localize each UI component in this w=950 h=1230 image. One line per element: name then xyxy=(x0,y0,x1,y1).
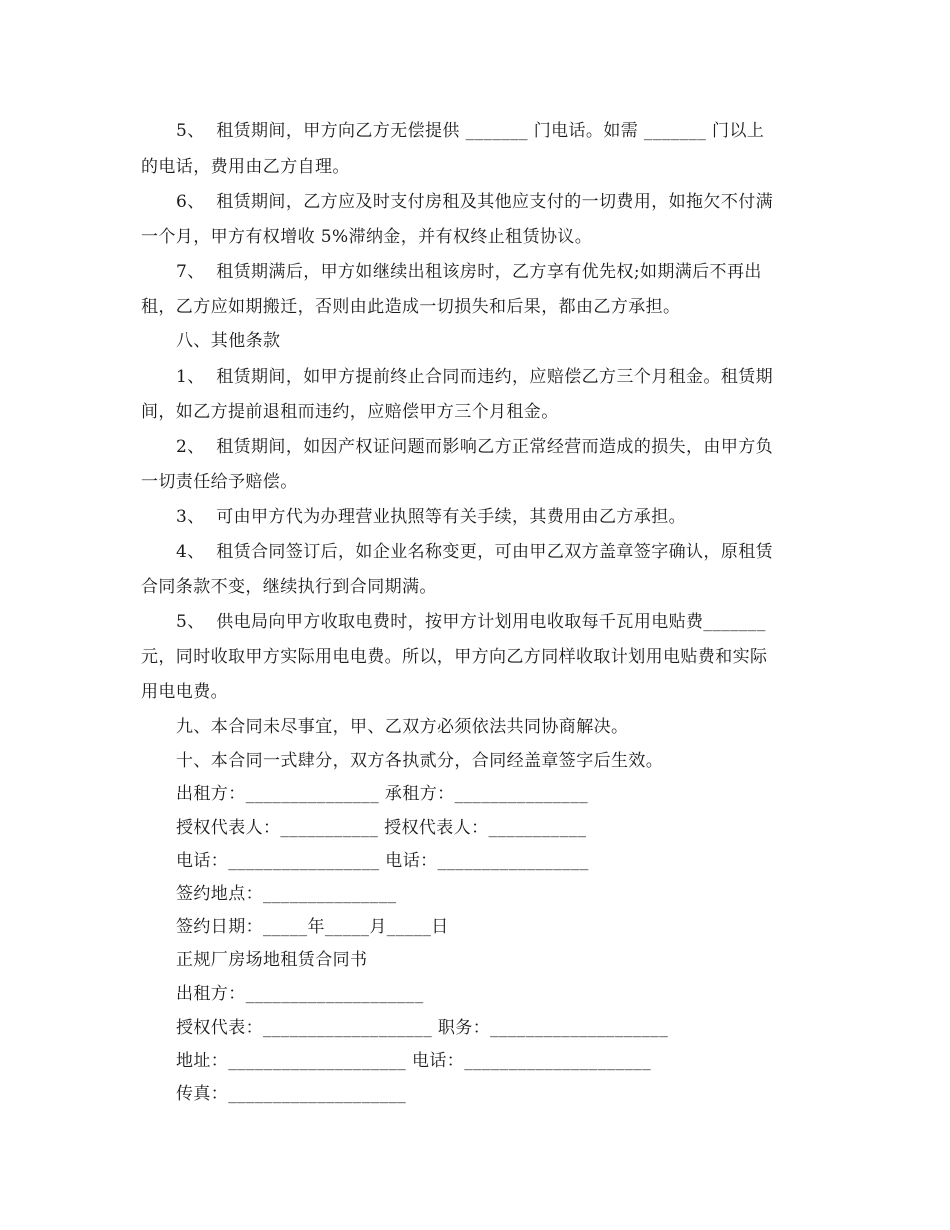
clause-8-2-line-2: 一切责任给予赔偿。 xyxy=(141,472,298,492)
fax-line: 传真：____________________ xyxy=(176,1084,407,1104)
clause-8-5-line-3: 用电电费。 xyxy=(141,682,228,702)
clause-5-phone-line-1: 5、 租赁期间，甲方向乙方无偿提供 _______ 门电话。如需 _______ 门以上 xyxy=(176,121,765,141)
clause-8-4-line-2: 合同条款不变，继续执行到合同期满。 xyxy=(141,577,437,597)
lessor-line: 出租方：____________________ xyxy=(176,984,424,1004)
signing-place-line: 签约地点：_______________ xyxy=(176,884,397,904)
clause-8-1-line-1: 1、 租赁期间，如甲方提前终止合同而违约，应赔偿乙方三个月租金。租赁期 xyxy=(176,367,774,387)
clause-8-1-line-2: 间，如乙方提前退租而违约，应赔偿甲方三个月租金。 xyxy=(141,402,559,422)
clause-7-renewal-line-1: 7、 租赁期满后，甲方如继续出租该房时，乙方享有优先权;如期满后不再出 xyxy=(176,262,762,282)
section-10-line: 十、本合同一式肆分，双方各执贰分，合同经盖章签字后生效。 xyxy=(176,751,664,771)
clause-6-rent-line-2: 一个月，甲方有权增收 5%滞纳金，并有权终止租赁协议。 xyxy=(141,227,593,247)
signature-phone-line: 电话：_________________ 电话：_________________ xyxy=(176,851,589,871)
clause-8-5-line-1: 5、 供电局向甲方收取电费时，按甲方计划用电收取每千瓦用电贴费_______ xyxy=(176,612,766,632)
representative-position-line: 授权代表：___________________ 职务：____________________ xyxy=(176,1018,669,1038)
clause-8-2-line-1: 2、 租赁期间，如因产权证问题而影响乙方正常经营而造成的损失，由甲方负 xyxy=(176,437,774,457)
clause-8-4-line-1: 4、 租赁合同签订后，如企业名称变更，可由甲乙双方盖章签字确认，原租赁 xyxy=(176,542,774,562)
new-contract-title: 正规厂房场地租赁合同书 xyxy=(176,950,368,970)
clause-5-phone-line-2: 的电话，费用由乙方自理。 xyxy=(141,157,350,177)
clause-8-5-line-2: 元，同时收取甲方实际用电电费。所以，甲方向乙方同样收取计划用电贴费和实际 xyxy=(141,647,768,667)
signing-date-line: 签约日期：_____年_____月_____日 xyxy=(176,917,449,937)
signature-representatives-line: 授权代表人：___________ 授权代表人：___________ xyxy=(176,818,587,838)
address-phone-line: 地址：____________________ 电话：_____________________ xyxy=(176,1051,652,1071)
clause-8-3-line: 3、 可由甲方代为办理营业执照等有关手续，其费用由乙方承担。 xyxy=(176,507,687,527)
section-8-heading: 八、其他条款 xyxy=(176,331,281,351)
section-9-line: 九、本合同未尽事宜，甲、乙双方必须依法共同协商解决。 xyxy=(176,717,629,737)
signature-parties-line: 出租方：_______________ 承租方：_______________ xyxy=(176,784,589,804)
clause-6-rent-line-1: 6、 租赁期间，乙方应及时支付房租及其他应支付的一切费用，如拖欠不付满 xyxy=(176,192,774,212)
clause-7-renewal-line-2: 租，乙方应如期搬迁，否则由此造成一切损失和后果，都由乙方承担。 xyxy=(141,297,681,317)
